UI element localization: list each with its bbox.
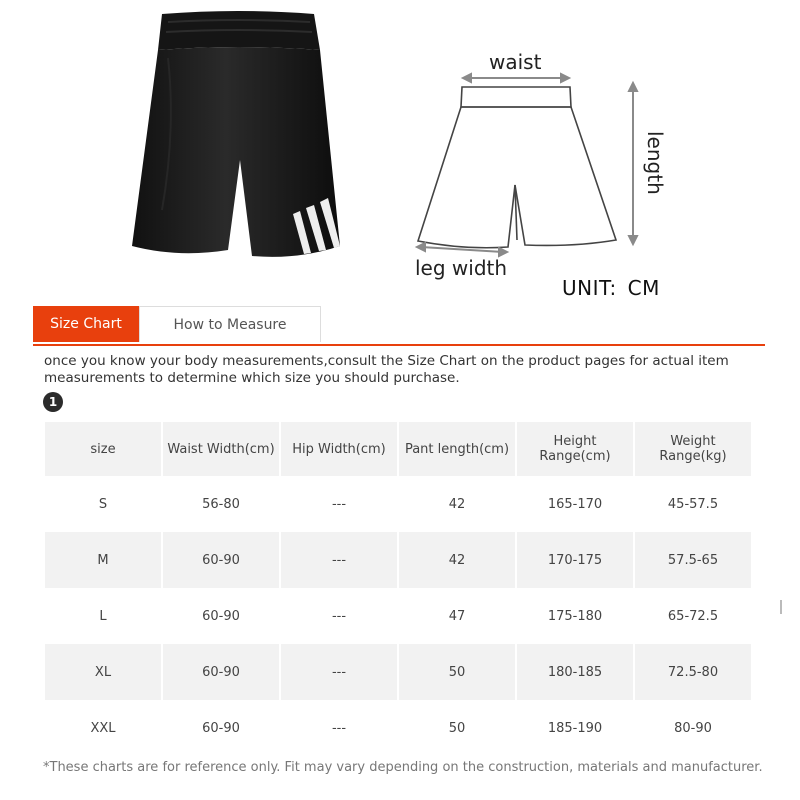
cell-hip: --- [331,496,347,512]
cell-length: 47 [448,608,466,624]
cell-waist: 56-80 [202,496,240,512]
table-row [45,476,751,532]
table-row [45,588,751,644]
cell-waist: 60-90 [163,532,279,588]
cell-weight: 45-57.5 [667,496,719,512]
intro-text: once you know your body measurements,consult the Size Chart on the product pages for actual item measurements to determine which size you should purchase. [44,353,729,386]
header-weight-range: Weight Range(kg) [635,422,751,476]
header-waist-width: Waist Width(cm) [163,422,279,476]
cell-waist: 60-90 [202,608,240,624]
waist-label: waist [489,50,542,74]
cell-height: 185-190 [547,720,603,736]
cell-length: 42 [448,496,466,512]
unit-label: UNIT: CM [562,276,660,300]
cell-waist: 60-90 [202,720,240,736]
header-size: size [45,422,161,476]
size-tabs [33,306,765,346]
cell-size: S [98,496,108,512]
length-label: length [643,131,667,195]
cell-size: XXL [90,720,116,736]
size-chart-table [43,422,753,756]
cell-length: 42 [399,532,515,588]
cell-height: 180-185 [517,644,633,700]
cell-height: 175-180 [547,608,603,624]
cell-length: 50 [448,720,466,736]
footnote: *These charts are for reference only. Fit may vary depending on the construction, materials and manufacturer. [43,760,763,775]
header-height-range: Height Range(cm) [517,422,633,476]
cell-waist: 60-90 [163,644,279,700]
product-shorts-image [128,10,350,266]
cell-size: XL [45,644,161,700]
cell-weight: 65-72.5 [667,608,719,624]
scrollbar-thumb[interactable] [780,600,782,614]
header-pant-length: Pant length(cm) [399,422,515,476]
table-row [45,644,751,700]
cell-size: M [45,532,161,588]
cell-weight: 80-90 [674,720,712,736]
cell-hip: --- [281,644,397,700]
step-badge: 1 [43,392,63,412]
cell-hip: --- [331,608,347,624]
cell-length: 50 [399,644,515,700]
cell-hip: --- [331,720,347,736]
tab-how-to-measure[interactable]: How to Measure [139,306,321,342]
table-row [45,700,751,756]
cell-height: 165-170 [547,496,603,512]
cell-weight: 57.5-65 [635,532,751,588]
header-hip-width: Hip Width(cm) [281,422,397,476]
cell-hip: --- [281,532,397,588]
cell-height: 170-175 [517,532,633,588]
measurement-diagram [405,45,685,305]
table-row [45,532,751,588]
tab-size-chart[interactable]: Size Chart [33,306,139,342]
table-header-row [45,422,751,476]
cell-size: L [99,608,107,624]
cell-weight: 72.5-80 [635,644,751,700]
leg-width-label: leg width [415,256,508,280]
